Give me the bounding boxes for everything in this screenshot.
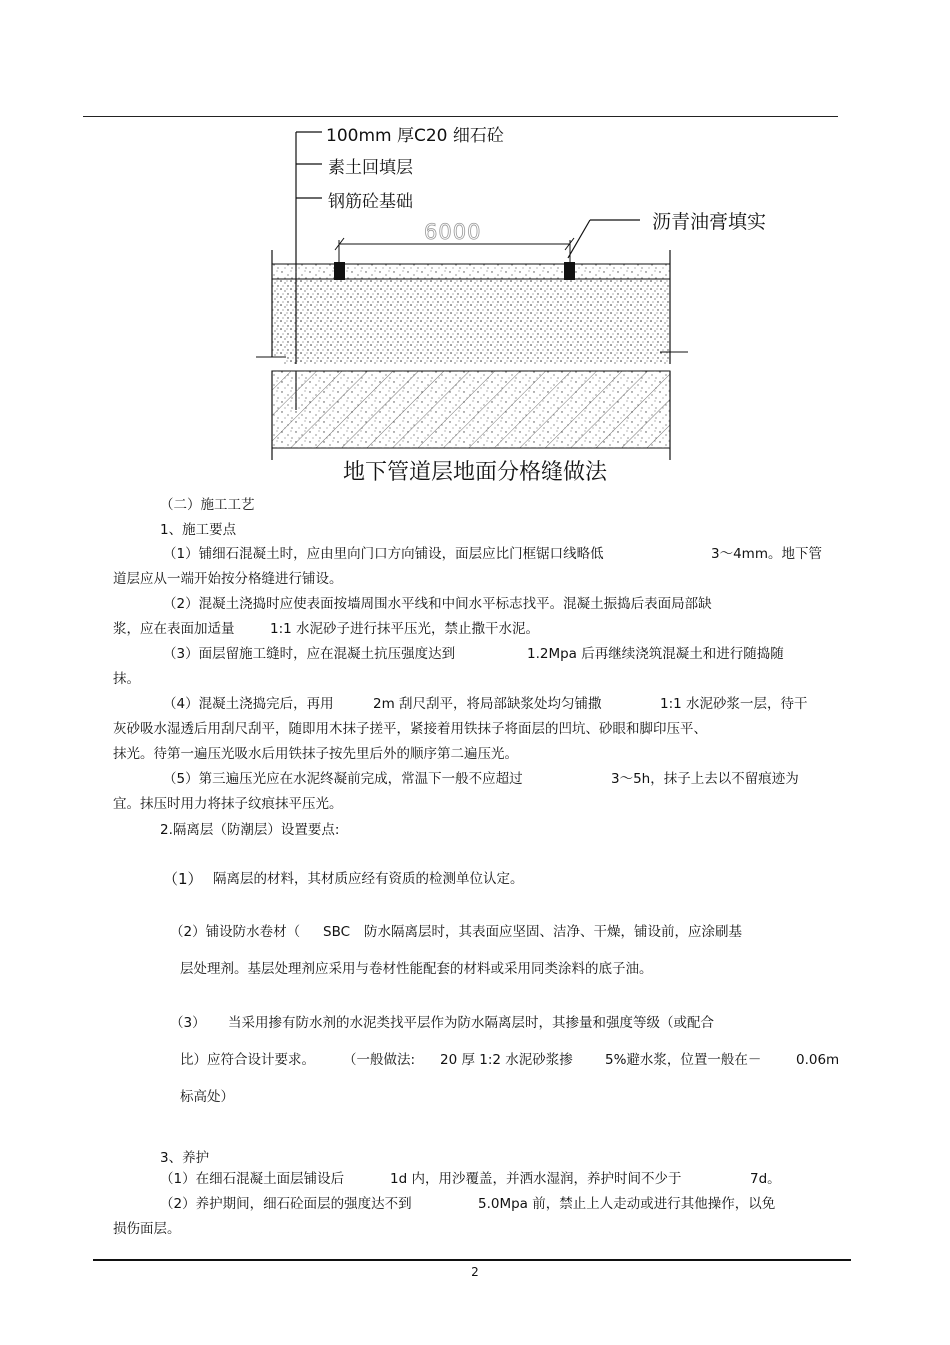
- para-3-line-1a: （3）面层留施工缝时，应在混凝土抗压强度达到: [163, 646, 456, 662]
- para-1-line-1: （1）铺细石混凝土时，应由里向门口方向铺设，面层应比门框锯口线略低: [163, 546, 604, 562]
- curing-2c: 损伤面层。: [113, 1221, 181, 1237]
- fine-concrete-layer: [272, 264, 670, 279]
- isolation-3-line-2b: （一般做法:: [343, 1052, 416, 1068]
- dimension-label: 6000: [424, 220, 482, 244]
- label-asphalt-filler: 沥青油膏填实: [652, 211, 767, 233]
- para-4-line-1c: 1:1 水泥砂浆一层，待干: [660, 696, 808, 712]
- label-fine-concrete: 100mm 厚C20 细石砼: [326, 126, 504, 146]
- para-5-line-1b: 3～5h，抹子上去以不留痕迹为: [611, 771, 799, 787]
- label-foundation: 钢筋砼基础: [328, 192, 413, 212]
- heading-curing: 3、养护: [160, 1150, 210, 1166]
- isolation-3-line-2d: 5%避水浆，位置一般在－: [605, 1052, 762, 1068]
- isolation-3-line-1: 当采用掺有防水剂的水泥类找平层作为防水隔离层时，其掺量和强度等级（或配合: [228, 1015, 714, 1031]
- curing-2a: （2）养护期间，细石砼面层的强度达不到: [160, 1196, 412, 1212]
- curing-1c: 7d。: [750, 1171, 781, 1187]
- joint-filler-right: [564, 262, 575, 280]
- para-4-line-2: 灰砂吸水湿透后用刮尺刮平，随即用木抹子搓平，紧接着用铁抹子将面层的凹坑、砂眼和脚印压平、: [113, 721, 707, 737]
- para-4-line-3: 抹光。待第一遍压光吸水后用铁抹子按先里后外的顺序第二遍压光。: [113, 746, 518, 762]
- heading-isolation-layer: 2.隔离层（防潮层）设置要点:: [160, 822, 340, 838]
- para-3-line-1b: 1.2Mpa 后再继续浇筑混凝土和进行随捣随: [527, 646, 784, 662]
- joint-filler-left: [334, 262, 345, 280]
- isolation-3-line-2c: 20 厚 1:2 水泥砂浆掺: [440, 1052, 573, 1068]
- isolation-3-line-2a: 比）应符合设计要求。: [180, 1052, 315, 1068]
- isolation-2-sbc: SBC: [323, 924, 351, 940]
- isolation-1-index: （1）: [163, 870, 203, 888]
- para-2-line-1: （2）混凝土浇捣时应使表面按墙周围水平线和中间水平标志找平。混凝土振捣后表面局部缺: [163, 596, 712, 612]
- para-2-line-2a: 浆，应在表面加适量: [113, 621, 235, 637]
- label-backfill: 素土回填层: [328, 158, 413, 178]
- curing-1b: 1d 内，用沙覆盖，并洒水湿润，养护时间不少于: [390, 1171, 682, 1187]
- curing-1a: （1）在细石混凝土面层铺设后: [160, 1171, 345, 1187]
- isolation-1-text: 隔离层的材料，其材质应经有资质的检测单位认定。: [213, 871, 524, 887]
- floor-joint-diagram: [0, 0, 950, 500]
- para-5-line-2: 宜。抹压时用力将抹子纹痕抹平压光。: [113, 796, 343, 812]
- backfill-layer: [272, 279, 670, 371]
- section-heading: （二）施工工艺: [160, 497, 255, 513]
- para-3-line-2: 抹。: [113, 671, 140, 687]
- para-1-line-2: 道层应从一端开始按分格缝进行铺设。: [113, 571, 343, 587]
- isolation-3-line-2e: 0.06m: [796, 1052, 840, 1068]
- heading-construction-points: 1、施工要点: [160, 522, 237, 538]
- isolation-2-line-2: 层处理剂。基层处理剂应采用与卷材性能配套的材料或采用同类涂料的底子油。: [180, 961, 653, 977]
- isolation-2-line-1a: （2）铺设防水卷材（: [170, 924, 301, 940]
- para-4-line-1b: 2m 刮尺刮平，将局部缺浆处均匀铺撒: [373, 696, 602, 712]
- para-1-value: 3～4mm。地下管: [711, 546, 822, 562]
- para-5-line-1a: （5）第三遍压光应在水泥终凝前完成，常温下一般不应超过: [163, 771, 523, 787]
- diagram-caption: 地下管道层地面分格缝做法: [342, 460, 607, 485]
- curing-2b: 5.0Mpa 前，禁止上人走动或进行其他操作，以免: [478, 1196, 776, 1212]
- para-2-line-2b: 1:1 水泥砂子进行抹平压光，禁止撒干水泥。: [270, 621, 540, 637]
- isolation-3-line-3: 标高处）: [180, 1089, 234, 1105]
- isolation-3-index: （3）: [170, 1015, 206, 1031]
- page-number: 2: [471, 1265, 479, 1279]
- para-4-line-1a: （4）混凝土浇捣完后，再用: [163, 696, 334, 712]
- isolation-2-line-1b: 防水隔离层时，其表面应坚固、洁净、干燥，铺设前，应涂刷基: [364, 924, 742, 940]
- bottom-rule: [93, 1259, 851, 1261]
